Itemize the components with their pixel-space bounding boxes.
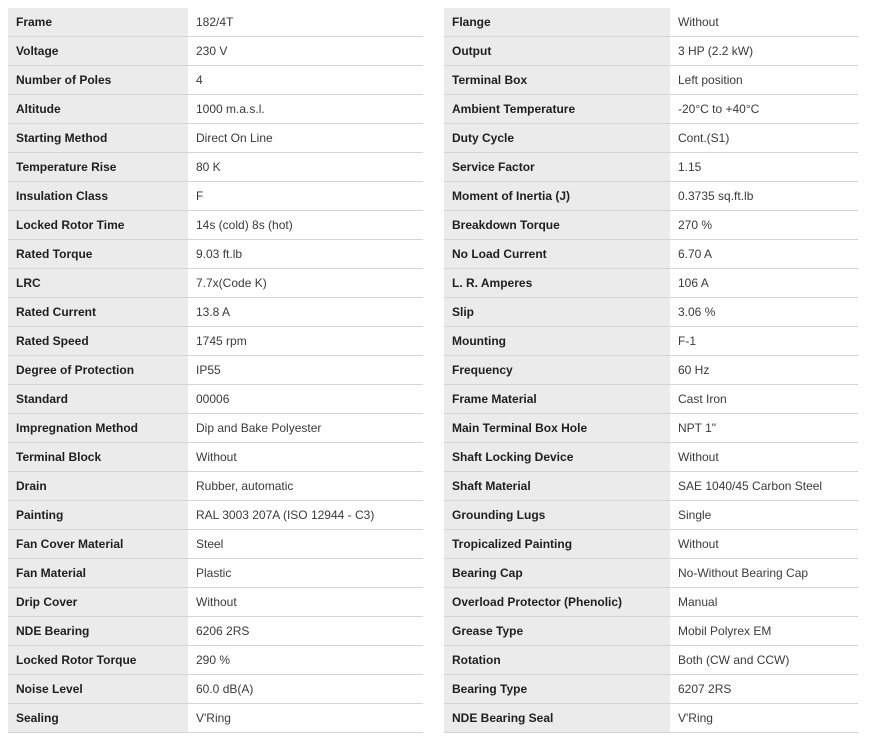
spec-value: Without [670,8,858,37]
spec-value: V'Ring [670,704,858,733]
spec-label: Overload Protector (Phenolic) [444,588,670,617]
spec-row [8,356,423,385]
spec-row [444,443,858,472]
spec-row [8,211,423,240]
spec-label: Number of Poles [8,66,188,95]
spec-row [8,298,423,327]
spec-value: 270 % [670,211,858,240]
spec-label: Rotation [444,646,670,675]
spec-label: Terminal Block [8,443,188,472]
spec-value: No-Without Bearing Cap [670,559,858,588]
spec-label: Starting Method [8,124,188,153]
spec-label: Terminal Box [444,66,670,95]
spec-label: Bearing Cap [444,559,670,588]
spec-value: 6207 2RS [670,675,858,704]
spec-label: Ambient Temperature [444,95,670,124]
spec-value: Dip and Bake Polyester [188,414,423,443]
spec-label: Rated Speed [8,327,188,356]
spec-label: Frame [8,8,188,37]
spec-row [444,385,858,414]
spec-label: Locked Rotor Time [8,211,188,240]
spec-row [444,182,858,211]
spec-value: Plastic [188,559,423,588]
spec-row [8,124,423,153]
spec-row [8,559,423,588]
spec-value: 14s (cold) 8s (hot) [188,211,423,240]
spec-label: Tropicalized Painting [444,530,670,559]
spec-value: 3 HP (2.2 kW) [670,37,858,66]
spec-value: RAL 3003 207A (ISO 12944 - C3) [188,501,423,530]
spec-value: 80 K [188,153,423,182]
spec-value: 6206 2RS [188,617,423,646]
spec-row [8,617,423,646]
spec-row [444,559,858,588]
spec-value: 4 [188,66,423,95]
spec-label: Rated Current [8,298,188,327]
spec-value: Left position [670,66,858,95]
spec-table-right [444,8,858,733]
spec-row [8,704,423,733]
spec-label: Frequency [444,356,670,385]
spec-value: 3.06 % [670,298,858,327]
spec-row [8,443,423,472]
spec-label: Moment of Inertia (J) [444,182,670,211]
spec-value: Both (CW and CCW) [670,646,858,675]
spec-label: Impregnation Method [8,414,188,443]
spec-row [8,327,423,356]
spec-label: Noise Level [8,675,188,704]
spec-label: Shaft Material [444,472,670,501]
spec-value: F [188,182,423,211]
spec-label: Output [444,37,670,66]
spec-label: Shaft Locking Device [444,443,670,472]
spec-row [444,646,858,675]
spec-value: 9.03 ft.lb [188,240,423,269]
spec-row [444,153,858,182]
spec-label: Grounding Lugs [444,501,670,530]
spec-label: Bearing Type [444,675,670,704]
spec-table-left-body [8,8,423,733]
spec-label: Rated Torque [8,240,188,269]
spec-row [444,211,858,240]
spec-label: Service Factor [444,153,670,182]
spec-label: Grease Type [444,617,670,646]
spec-label: Fan Cover Material [8,530,188,559]
spec-label: Frame Material [444,385,670,414]
spec-row [444,37,858,66]
spec-value: Steel [188,530,423,559]
spec-value: 6.70 A [670,240,858,269]
spec-value: Without [188,588,423,617]
spec-value: 290 % [188,646,423,675]
spec-row [444,66,858,95]
spec-row [444,124,858,153]
spec-label: LRC [8,269,188,298]
spec-value: Rubber, automatic [188,472,423,501]
spec-row [444,414,858,443]
spec-label: NDE Bearing [8,617,188,646]
spec-row [8,153,423,182]
spec-row [444,269,858,298]
spec-value: 106 A [670,269,858,298]
spec-label: Main Terminal Box Hole [444,414,670,443]
spec-label: NDE Bearing Seal [444,704,670,733]
spec-row [8,675,423,704]
spec-row [444,327,858,356]
spec-row [8,530,423,559]
spec-value: F-1 [670,327,858,356]
spec-label: No Load Current [444,240,670,269]
spec-label: Duty Cycle [444,124,670,153]
spec-row [444,472,858,501]
spec-value: IP55 [188,356,423,385]
spec-row [444,588,858,617]
spec-row [444,704,858,733]
spec-label: Voltage [8,37,188,66]
spec-row [8,472,423,501]
spec-row [8,646,423,675]
spec-label: Locked Rotor Torque [8,646,188,675]
spec-label: Breakdown Torque [444,211,670,240]
spec-row [8,182,423,211]
spec-label: Drain [8,472,188,501]
spec-value: Mobil Polyrex EM [670,617,858,646]
spec-value: NPT 1" [670,414,858,443]
spec-row [444,501,858,530]
spec-row [8,66,423,95]
spec-table-right-body [444,8,858,733]
spec-row [8,37,423,66]
spec-label: Temperature Rise [8,153,188,182]
spec-value: Without [670,443,858,472]
spec-label: Standard [8,385,188,414]
spec-row [8,269,423,298]
spec-value: 00006 [188,385,423,414]
spec-row [444,617,858,646]
spec-row [8,414,423,443]
spec-label: Insulation Class [8,182,188,211]
spec-row [444,530,858,559]
spec-row [444,240,858,269]
spec-value: 13.8 A [188,298,423,327]
spec-value: 60.0 dB(A) [188,675,423,704]
spec-label: Mounting [444,327,670,356]
spec-value: Without [188,443,423,472]
spec-value: Cont.(S1) [670,124,858,153]
spec-label: Sealing [8,704,188,733]
spec-value: 1.15 [670,153,858,182]
spec-value: 230 V [188,37,423,66]
spec-label: Slip [444,298,670,327]
spec-row [8,240,423,269]
spec-value: 1000 m.a.s.l. [188,95,423,124]
spec-row [8,8,423,37]
spec-row [8,385,423,414]
spec-value: Single [670,501,858,530]
spec-value: 60 Hz [670,356,858,385]
spec-row [8,95,423,124]
spec-label: Flange [444,8,670,37]
spec-value: Without [670,530,858,559]
spec-row [444,95,858,124]
spec-row [8,588,423,617]
spec-label: Altitude [8,95,188,124]
spec-value: Manual [670,588,858,617]
spec-value: 0.3735 sq.ft.lb [670,182,858,211]
spec-value: SAE 1040/45 Carbon Steel [670,472,858,501]
spec-row [8,501,423,530]
spec-row [444,675,858,704]
spec-value: Direct On Line [188,124,423,153]
spec-value: -20°C to +40°C [670,95,858,124]
spec-value: 7.7x(Code K) [188,269,423,298]
spec-value: V'Ring [188,704,423,733]
spec-row [444,8,858,37]
spec-label: Fan Material [8,559,188,588]
spec-label: L. R. Amperes [444,269,670,298]
spec-label: Drip Cover [8,588,188,617]
spec-value: 182/4T [188,8,423,37]
spec-table-left [8,8,423,733]
spec-label: Degree of Protection [8,356,188,385]
spec-value: Cast Iron [670,385,858,414]
spec-label: Painting [8,501,188,530]
spec-value: 1745 rpm [188,327,423,356]
spec-row [444,356,858,385]
spec-row [444,298,858,327]
